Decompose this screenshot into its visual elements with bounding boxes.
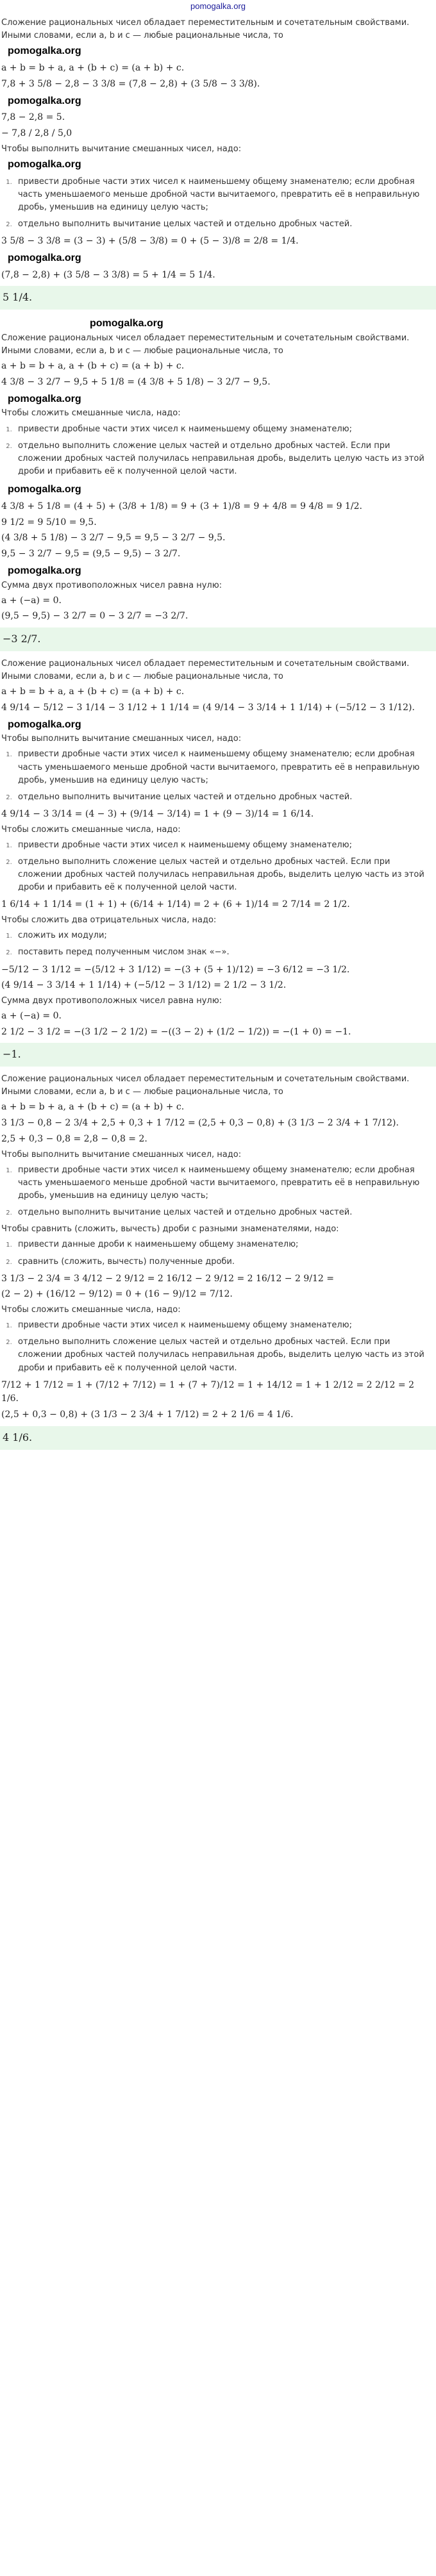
steps-list (1, 929, 433, 959)
watermark: pomogalka.org (8, 393, 81, 404)
site-logo[interactable]: pomogalka.org (190, 1, 246, 11)
watermark: pomogalka.org (8, 719, 81, 730)
list-item: 1. привести дробные части этих чисел к наименьшему общему знаменателю; (14, 1319, 433, 1332)
rule-text: Чтобы сравнить (сложить, вычесть) дроби с разными знаменателями, надо: (1, 1224, 339, 1234)
intro-text: Сложение рациональных чисел обладает переместительным и сочетательным свойствами. Иными словами, если a, b и c — любые рациональные числа, то (1, 333, 410, 356)
list-item: 1. привести дробные части этих чисел к наименьшему общему знаменателю; если дробная часть уменьшаемого меньше дробной части вычитаемого, превратить её в неправильную дробь, уменьшив на единицу целую часть; (14, 1164, 433, 1202)
rule-text: Сумма двух противоположных чисел равна нулю: (1, 580, 222, 590)
formula: (2,5 + 0,3 − 0,8) + (3 1/3 − 2 3/4 + 1 7/12) = 2 + 2 1/6 = 4 1/6. (1, 1409, 294, 1420)
list-item: 1. сложить их модули; (14, 929, 433, 942)
formula: − 7,8 / 2,8 / 5,0 (1, 128, 72, 139)
list-item: 1. привести дробные части этих чисел к наименьшему общему знаменателю; (14, 839, 433, 852)
formula: 1 6/14 + 1 1/14 = (1 + 1) + (6/14 + 1/14) = 2 + (6 + 1)/14 = 2 7/14 = 2 1/2. (1, 899, 350, 910)
formula: −5/12 − 3 1/12 = −(5/12 + 3 1/12) = −(3 + (5 + 1)/12) = −3 6/12 = −3 1/2. (1, 964, 350, 975)
intro-text: Сложение рациональных чисел обладает переместительным и сочетательным свойствами. Иными словами, если a, b и c — любые рациональные числа, то (1, 1074, 410, 1097)
solution-3 (0, 658, 436, 1040)
formula: 3 1/3 − 2 3/4 = 3 4/12 − 2 9/12 = 2 16/12 − 2 9/12 = 2 16/12 − 2 9/12 = (1, 1273, 334, 1284)
rule-text: Сумма двух противоположных чисел равна нулю: (1, 995, 222, 1006)
formula: 2,5 + 0,3 − 0,8 = 2,8 − 0,8 = 2. (1, 1133, 147, 1144)
list-item: 2. отдельно выполнить сложение целых частей и отдельно дробных частей. Если при сложении дробных частей получилась неправильная дробь, выделить целую часть из этой дроби и прибавить её к полученной целой части. (14, 440, 433, 478)
steps-list (1, 1238, 433, 1268)
list-item: 2. отдельно выполнить вычитание целых частей и отдельно дробных частей. (14, 1206, 433, 1219)
formula: (9,5 − 9,5) − 3 2/7 = 0 − 3 2/7 = −3 2/7. (1, 611, 189, 622)
formula: (7,8 − 2,8) + (3 5/8 − 3 3/8) = 5 + 1/4 = 5 1/4. (1, 269, 215, 280)
rule-text: Чтобы выполнить вычитание смешанных чисел, надо: (1, 144, 242, 154)
solution-1 (0, 17, 436, 282)
steps-list (1, 1164, 433, 1220)
watermark: pomogalka.org (8, 46, 81, 57)
answer-box: 4 1/6. (0, 1426, 436, 1450)
formula: a + b = b + a, a + (b + c) = (a + b) + c. (1, 686, 185, 697)
formula: a + b = b + a, a + (b + c) = (a + b) + c. (1, 63, 185, 74)
steps-list (1, 423, 433, 479)
formula: 7/12 + 1 7/12 = 1 + (7/12 + 7/12) = 1 + (7 + 7)/12 = 1 + 14/12 = 1 + 1 2/12 = 2 2/12 = 2 1/6. (1, 1379, 414, 1404)
list-item: 1. привести дробные части этих чисел к наименьшему общему знаменателю; (14, 423, 433, 436)
formula: 9 1/2 = 9 5/10 = 9,5. (1, 517, 97, 528)
solution-4 (0, 1073, 436, 1422)
rule-text: Чтобы сложить смешанные числа, надо: (1, 408, 181, 419)
formula: 4 9/14 − 3 3/14 = (4 − 3) + (9/14 − 3/14) = 1 + (9 − 3)/14 = 1 6/14. (1, 809, 314, 819)
formula: a + (−a) = 0. (1, 1011, 62, 1022)
steps-list (1, 748, 433, 804)
list-item: 1. привести данные дроби к наименьшему общему знаменателю; (14, 1238, 433, 1251)
formula: 2 1/2 − 3 1/2 = −(3 1/2 − 2 1/2) = −((3 − 2) + (1/2 − 1/2)) = −(1 + 0) = −1. (1, 1026, 351, 1037)
intro-text: Сложение рациональных чисел обладает переместительным и сочетательным свойствами. Иными словами, если a, b и c — любые рациональные числа, то (1, 658, 410, 681)
formula: 9,5 − 3 2/7 − 9,5 = (9,5 − 9,5) − 3 2/7. (1, 549, 181, 560)
steps-list (1, 176, 433, 231)
formula: 4 3/8 − 3 2/7 − 9,5 + 5 1/8 = (4 3/8 + 5 1/8) − 3 2/7 − 9,5. (1, 377, 271, 387)
rule-text: Чтобы выполнить вычитание смешанных чисел, надо: (1, 1149, 242, 1159)
formula: (4 3/8 + 5 1/8) − 3 2/7 − 9,5 = 9,5 − 3 2/7 − 9,5. (1, 533, 226, 544)
formula: a + (−a) = 0. (1, 595, 62, 606)
formula: (2 − 2) + (16/12 − 9/12) = 0 + (16 − 9)/12 = 7/12. (1, 1289, 233, 1300)
list-item: 2. отдельно выполнить сложение целых частей и отдельно дробных частей. Если при сложении дробных частей получилась неправильная дробь, выделить целую часть из этой дроби и прибавить её к полученной целой части. (14, 1336, 433, 1374)
answer-box: 5 1/4. (0, 286, 436, 310)
formula: 3 5/8 − 3 3/8 = (3 − 3) + (5/8 − 3/8) = 0 + (5 − 3)/8 = 2/8 = 1/4. (1, 236, 299, 247)
answer-box: −1. (0, 1043, 436, 1067)
steps-list (1, 839, 433, 895)
watermark: pomogalka.org (8, 565, 81, 576)
steps-list (1, 1319, 433, 1375)
watermark: pomogalka.org (90, 318, 164, 329)
list-item: 2. поставить перед полученным числом знак «−». (14, 946, 433, 959)
formula: a + b = b + a, a + (b + c) = (a + b) + c. (1, 1102, 185, 1113)
formula: 7,8 + 3 5/8 − 2,8 − 3 3/8 = (7,8 − 2,8) + (3 5/8 − 3 3/8). (1, 78, 260, 89)
answer-box: −3 2/7. (0, 627, 436, 651)
formula: a + b = b + a, a + (b + c) = (a + b) + c. (1, 361, 185, 372)
watermark: pomogalka.org (8, 158, 81, 170)
formula: (4 9/14 − 3 3/14 + 1 1/14) + (−5/12 − 3 1/12) = 2 1/2 − 3 1/2. (1, 980, 287, 991)
watermark: pomogalka.org (8, 484, 81, 495)
rule-text: Чтобы сложить два отрицательных числа, надо: (1, 915, 217, 926)
list-item: 1. привести дробные части этих чисел к наименьшему общему знаменателю; если дробная часть уменьшаемого меньше дробной части вычитаемого, превратить её в неправильную дробь, уменьшив на единицу целую часть; (14, 176, 433, 214)
rule-text: Чтобы сложить смешанные числа, надо: (1, 824, 181, 835)
formula: 4 9/14 − 5/12 − 3 1/14 − 3 1/12 + 1 1/14 = (4 9/14 − 3 3/14 + 1 1/14) + (−5/12 − 3 1/12). (1, 702, 415, 713)
watermark: pomogalka.org (8, 252, 81, 263)
rule-text: Чтобы сложить смешанные числа, надо: (1, 1305, 181, 1315)
list-item: 1. привести дробные части этих чисел к наименьшему общему знаменателю; если дробная часть уменьшаемого меньше дробной части вычитаемого, превратить её в неправильную дробь, уменьшив на единицу целую часть; (14, 748, 433, 786)
list-item: 2. сравнить (сложить, вычесть) полученные дроби. (14, 1256, 433, 1268)
formula: 3 1/3 − 0,8 − 2 3/4 + 2,5 + 0,3 + 1 7/12 = (2,5 + 0,3 − 0,8) + (3 1/3 − 2 3/4 + 1 7/12). (1, 1118, 399, 1129)
formula: 4 3/8 + 5 1/8 = (4 + 5) + (3/8 + 1/8) = 9 + (3 + 1)/8 = 9 + 4/8 = 9 4/8 = 9 1/2. (1, 501, 363, 511)
intro-text: Сложение рациональных чисел обладает переместительным и сочетательным свойствами. Иными словами, если a, b и c — любые рациональные числа, то (1, 18, 410, 41)
solution-2 (0, 332, 436, 624)
list-item: 2. отдельно выполнить вычитание целых частей и отдельно дробных частей. (14, 791, 433, 804)
rule-text: Чтобы выполнить вычитание смешанных чисел, надо: (1, 734, 242, 744)
formula: 7,8 − 2,8 = 5. (1, 112, 65, 123)
watermark: pomogalka.org (8, 95, 81, 106)
list-item: 2. отдельно выполнить сложение целых частей и отдельно дробных частей. Если при сложении дробных частей получилась неправильная дробь, выделить целую часть из этой дроби и прибавить её к полученной целой части. (14, 856, 433, 894)
list-item: 2. отдельно выполнить вычитание целых частей и отдельно дробных частей. (14, 218, 433, 231)
